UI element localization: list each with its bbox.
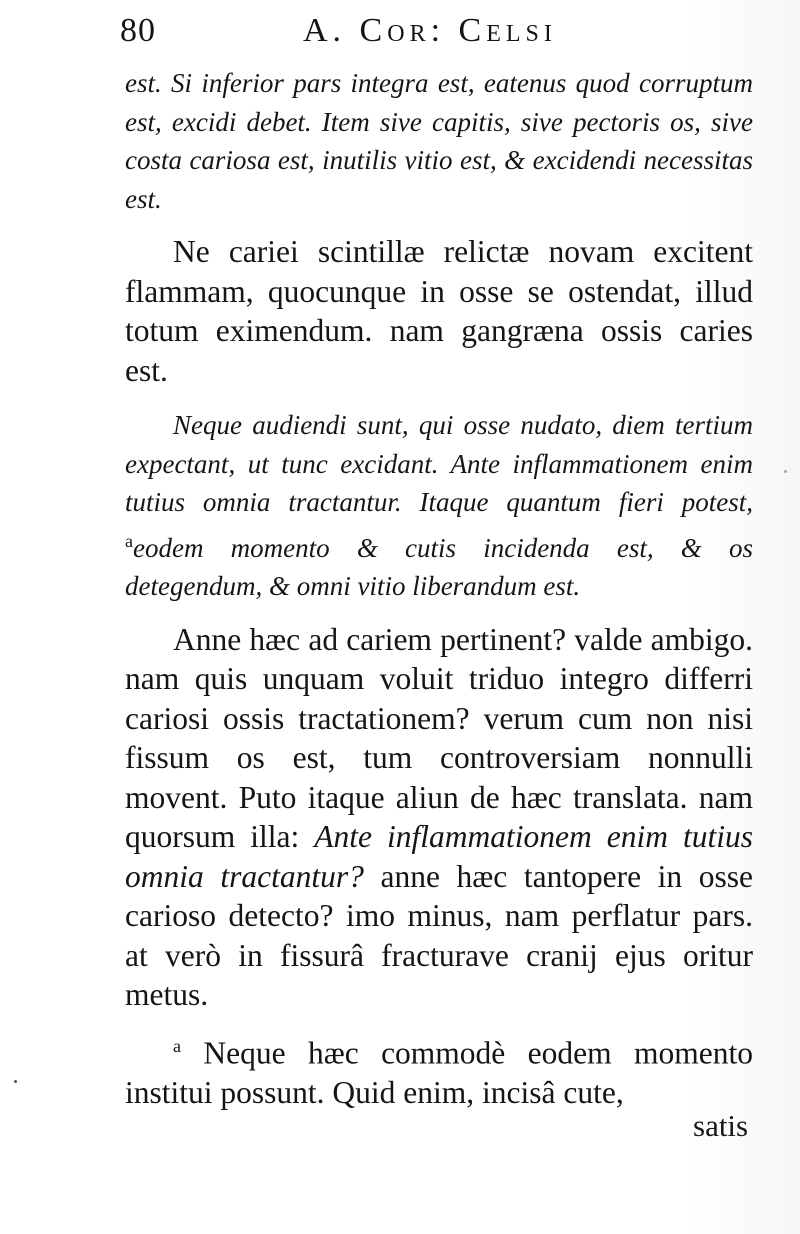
footnote-marker-note: a	[173, 1035, 181, 1056]
catch-word: satis	[693, 1108, 749, 1143]
paragraph-5	[125, 1027, 753, 1113]
footnote-marker: a	[125, 530, 133, 551]
paragraph-3-text-a: Neque audiendi sunt, qui osse nudato, diem tertium expectant, ut tunc excidant. Ante inflammationem enim tutius omnia tractantur. Itaque quantum fieri potest,	[125, 410, 753, 517]
running-title: A. Cor: Celsi	[303, 12, 557, 49]
paragraph-2: Ne cariei scintillæ relictæ novam excitent flammam, quocunque in osse se ostendat, illud totum eximendum. nam gangræna ossis caries est.	[125, 234, 753, 388]
paragraph-4-quotation: Ante inflammationem enim tutius omnia tractantur?	[125, 819, 753, 894]
paragraph-3-text-b: eodem momento & cutis incidenda est, & os detegendum, & omni vitio liberandum est.	[125, 532, 753, 601]
paragraph-4-text-b: anne hæc tantopere in osse carioso detecto? imo minus, nam perflatur pars. at verò in fissurâ fracturave cranij ejus oritur metus.	[125, 858, 753, 1012]
paragraph-3	[125, 406, 753, 606]
paragraph-4	[125, 620, 753, 1015]
paragraph-4-text-a: Anne hæc ad cariem pertinent? valde ambigo. nam quis unquam voluit triduo integro differri cariosi ossis tractationem? verum cum non nisi fissum os est, tum controversiam nonnulli movent. Puto itaque aliun de hæc translata. nam quorsum illa:	[125, 621, 753, 854]
paragraph-5-text: Neque hæc commodè eodem momento institui possunt. Quid enim, incisâ cute,	[125, 1035, 753, 1110]
page-header	[118, 8, 758, 54]
paragraph-1: est. Si inferior pars integra est, eatenus quod corruptum est, excidi debet. Item sive capitis, sive pectoris os, sive costa cariosa est, inutilis vitio est, & excidendi necessitas est.	[125, 68, 753, 214]
page-number: 80	[120, 12, 156, 49]
ink-speck	[14, 1080, 17, 1083]
text-block	[125, 64, 753, 1112]
ink-speck	[784, 470, 787, 473]
